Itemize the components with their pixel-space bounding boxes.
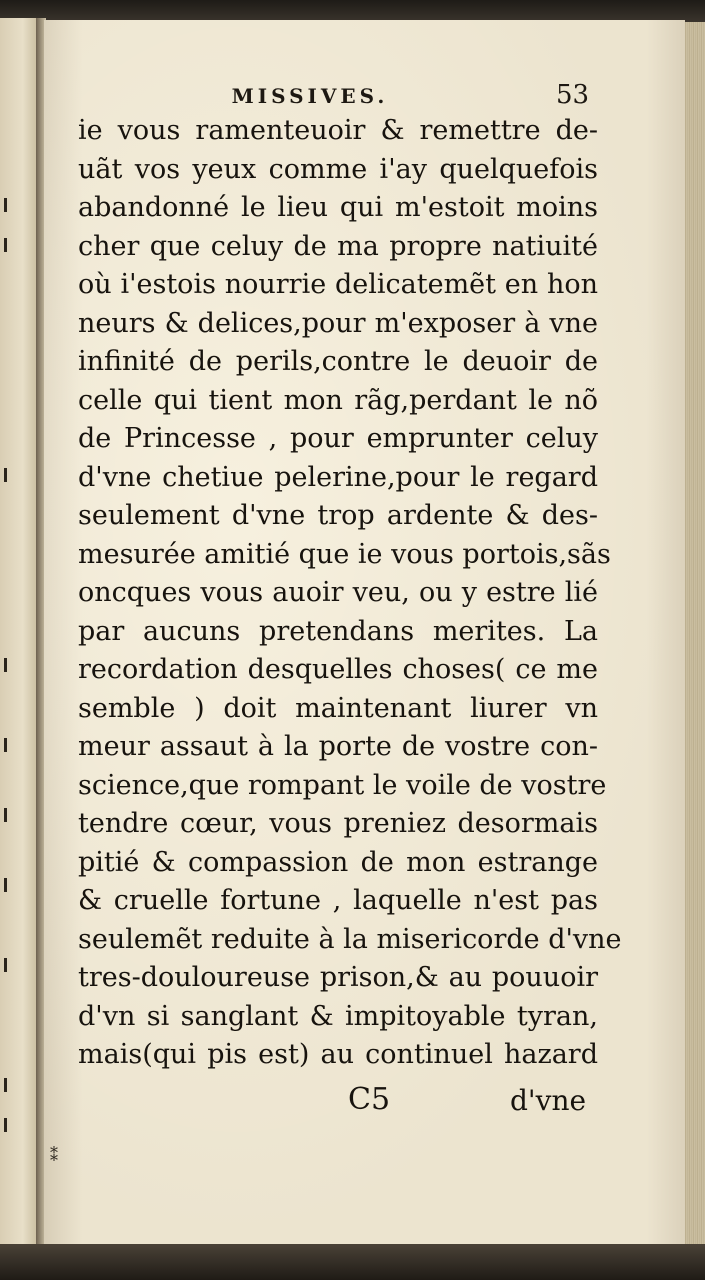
text-line: & cruelle fortune , laquelle n'est pas <box>78 885 598 916</box>
text-line: abandonné le lieu qui m'estoit moins <box>78 192 598 223</box>
text-line: neurs & delices,pour m'exposer à vne <box>78 307 598 339</box>
text-line: tres-douloureuse prison,& au pouuoir <box>78 962 598 993</box>
book-binding-top <box>0 0 705 22</box>
text-line: ie vous ramenteuoir & remettre de- <box>78 115 598 146</box>
text-line: uãt vos yeux comme i'ay quelquefois <box>78 153 598 185</box>
text-line: recordation desquelles choses( ce me <box>78 654 598 685</box>
book-binding-bottom <box>0 1244 705 1280</box>
text-line: où i'estois nourrie delicatemẽt en hon <box>78 269 598 300</box>
facing-page-ink-mark <box>4 738 7 752</box>
text-line: semble ) doit maintenant liurer vn <box>78 692 598 724</box>
running-head: MISSIVES. <box>231 84 389 108</box>
ink-blot: ⁑ <box>50 1146 58 1165</box>
facing-page-ink-mark <box>4 468 7 482</box>
catchword: d'vne <box>510 1084 587 1117</box>
text-line: d'vne chetiue pelerine,pour le regard <box>78 461 598 493</box>
text-line: mesurée amitié que ie vous portois,sãs <box>78 538 611 570</box>
facing-page-edge <box>0 18 39 1258</box>
text-line: cher que celuy de ma propre natiuité <box>78 230 598 262</box>
text-line: oncques vous auoir veu, ou y estre lié <box>78 577 598 608</box>
text-line: mais(qui pis est) au continuel hazard <box>78 1039 598 1070</box>
facing-page-ink-mark <box>4 808 7 822</box>
text-line: de Princesse , pour emprunter celuy <box>78 423 598 454</box>
text-line: par aucuns pretendans merites. La <box>78 615 598 647</box>
page-number: 53 <box>556 80 590 110</box>
text-line: tendre cœur, vous preniez desormais <box>78 808 598 839</box>
text-line: d'vn si sanglant & impitoyable tyran, <box>78 1000 598 1032</box>
facing-page-ink-mark <box>4 238 7 252</box>
text-line: celle qui tient mon rãg,perdant le nõ <box>78 384 598 416</box>
text-line: pitié & compassion de mon estrange <box>78 846 598 878</box>
signature-mark: C5 <box>348 1082 391 1117</box>
text-line: meur assaut à la porte de vostre con- <box>78 731 598 762</box>
text-line: infinité de perils,contre le deuoir de <box>78 346 598 377</box>
text-line: science,que rompant le voile de vostre <box>78 769 607 801</box>
facing-page-ink-mark <box>4 658 7 672</box>
facing-page-ink-mark <box>4 878 7 892</box>
text-line: seulemẽt reduite à la misericorde d'vne <box>78 923 622 955</box>
facing-page-ink-mark <box>4 198 7 212</box>
facing-page-ink-mark <box>4 1118 7 1132</box>
text-line: seulement d'vne trop ardente & des- <box>78 500 598 531</box>
page-fore-edge <box>684 22 705 1252</box>
facing-page-ink-mark <box>4 1078 7 1092</box>
facing-page-ink-mark <box>4 958 7 972</box>
body-text <box>78 112 622 1075</box>
